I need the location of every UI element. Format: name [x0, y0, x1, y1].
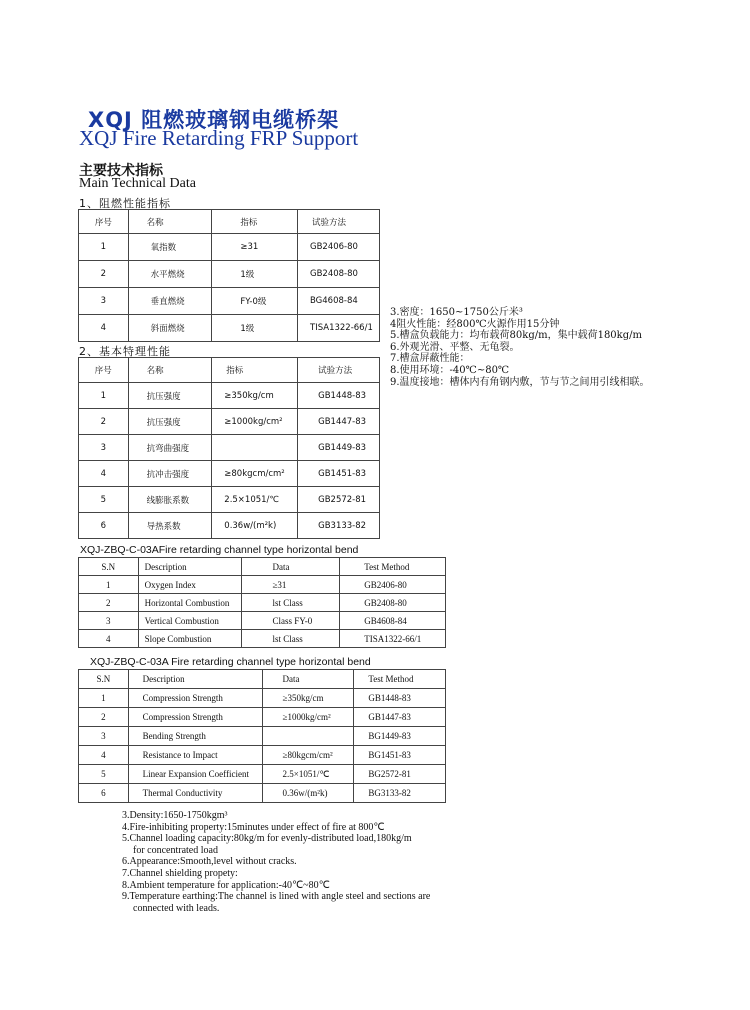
table-cell: ≥31	[242, 576, 340, 594]
table-cell: ≥80kgcm/cm²	[212, 461, 298, 487]
table-cell: 斜面燃烧	[128, 315, 212, 342]
table-cell: 抗压强度	[128, 409, 212, 435]
table1-heading: 1、阻燃性能指标	[79, 197, 171, 210]
table-cell: 线膨胀系数	[128, 487, 212, 513]
fire-retarding-table-en	[78, 557, 446, 648]
table-cell: Bending Strength	[128, 727, 262, 746]
table-row	[79, 383, 380, 409]
table-row	[79, 784, 446, 803]
table-cell: 3	[79, 435, 129, 461]
table-cell: 4	[79, 630, 139, 648]
table-row	[79, 288, 380, 315]
note-line: 3.Density:1650-1750kgm³	[122, 810, 228, 821]
table-row	[79, 689, 446, 708]
table-cell: 抗弯曲强度	[128, 435, 212, 461]
table-row	[79, 708, 446, 727]
table-header: S.N	[79, 670, 129, 689]
table-header: 序号	[79, 210, 129, 234]
table-cell: BG3133-82	[354, 784, 446, 803]
table-cell: 抗冲击强度	[128, 461, 212, 487]
table-cell: GB1448-83	[354, 689, 446, 708]
table-cell: GB1449-83	[298, 435, 380, 461]
table-cell: 1	[79, 576, 139, 594]
table-cell: ≥80kgcm/cm²	[262, 746, 354, 765]
table-header: 指标	[212, 210, 298, 234]
table-cell: Resistance to Impact	[128, 746, 262, 765]
table-cell: Compression Strength	[128, 708, 262, 727]
table-cell: 2	[79, 708, 129, 727]
table-row	[79, 409, 380, 435]
table-cell: Slope Combustion	[138, 630, 242, 648]
table-row	[79, 612, 446, 630]
table-cell: lst Class	[242, 630, 340, 648]
table-cell: FY-0级	[212, 288, 298, 315]
table-cell: 0.36w/(m²k)	[262, 784, 354, 803]
table-cell: ≥350kg/cm	[262, 689, 354, 708]
table-cell	[262, 727, 354, 746]
table-cell: GB1447-83	[298, 409, 380, 435]
table-cell: GB2572-81	[298, 487, 380, 513]
table-cell: 水平燃烧	[128, 261, 212, 288]
table-cell: 2.5×1051/℃	[262, 765, 354, 784]
title-english: XQJ Fire Retarding FRP Support	[79, 126, 359, 150]
table2-heading: 2、基本特理性能	[79, 345, 171, 358]
table-cell: 导热系数	[128, 513, 212, 539]
table-cell: 垂直燃烧	[128, 288, 212, 315]
table-cell: GB1447-83	[354, 708, 446, 727]
note-line: 4.Fire-inhibiting property:15minutes under effect of fire at 800℃	[122, 821, 385, 833]
table-row	[79, 630, 446, 648]
table-row	[79, 315, 380, 342]
table-cell: TISA1322-66/1	[340, 630, 446, 648]
table-cell: GB3133-82	[298, 513, 380, 539]
note-line: for concentrated load	[133, 844, 218, 856]
table-row	[79, 746, 446, 765]
table-row	[79, 435, 380, 461]
notes-english	[122, 810, 430, 914]
note-line: 8.使用环境：-40℃~80℃	[390, 364, 510, 376]
table-cell: 5	[79, 487, 129, 513]
note-line: 6.Appearance:Smooth,level without cracks.	[122, 856, 297, 868]
physical-properties-table-cn	[78, 357, 380, 539]
note-line: 6.外观光滑、平整、无龟裂。	[390, 341, 520, 353]
table-cell: Horizontal Combustion	[138, 594, 242, 612]
table-cell: Vertical Combustion	[138, 612, 242, 630]
table-cell: 0.36w/(m²k)	[212, 513, 298, 539]
table-row	[79, 513, 380, 539]
table-cell: GB1451-83	[298, 461, 380, 487]
table-cell: BG1449-83	[354, 727, 446, 746]
table-cell: 2	[79, 409, 129, 435]
table-cell: 2.5×1051/℃	[212, 487, 298, 513]
table-cell: 抗压强度	[128, 383, 212, 409]
table-row	[79, 487, 380, 513]
table-header: Test Method	[354, 670, 446, 689]
table-cell: BG4608-84	[298, 288, 380, 315]
title-chinese: XQJ 阻燃玻璃钢电缆桥架	[88, 108, 340, 132]
table-header: 名称	[128, 358, 212, 383]
table-cell: Compression Strength	[128, 689, 262, 708]
section-heading-chinese: 主要技术指标	[79, 163, 163, 179]
note-line: 5.Channel loading capacity:80kg/m for evenly-distributed load,180kg/m	[122, 833, 412, 845]
table-cell: 2	[79, 594, 139, 612]
table-row	[79, 461, 380, 487]
table-header: 试验方法	[298, 358, 380, 383]
table-cell: GB2408-80	[298, 261, 380, 288]
table-cell: 4	[79, 461, 129, 487]
table-cell: 4	[79, 746, 129, 765]
table-cell: TISA1322-66/1	[298, 315, 380, 342]
table3-caption: XQJ-ZBQ-C-03AFire retarding channel type horizontal bend	[80, 544, 359, 556]
table-cell: lst Class	[242, 594, 340, 612]
note-line: 3.密度：1650~1750公斤米³	[390, 307, 523, 318]
table-row	[79, 234, 380, 261]
table-row	[79, 727, 446, 746]
table-cell: 3	[79, 612, 139, 630]
fire-retarding-table-cn	[78, 209, 380, 342]
table-header: 指标	[212, 358, 298, 383]
note-line: 4阻火性能：经800℃火源作用15分钟	[390, 318, 560, 330]
table-row	[79, 576, 446, 594]
table-cell: 氧指数	[128, 234, 212, 261]
table-cell: BG1451-83	[354, 746, 446, 765]
table-cell: Oxygen Index	[138, 576, 242, 594]
table-header: Data	[242, 558, 340, 576]
table-row	[79, 594, 446, 612]
table-cell	[212, 435, 298, 461]
table-cell: 4	[79, 315, 129, 342]
table-cell: GB1448-83	[298, 383, 380, 409]
table-cell: 5	[79, 765, 129, 784]
table-cell: 6	[79, 513, 129, 539]
table4-caption: XQJ-ZBQ-C-03A Fire retarding channel type horizontal bend	[90, 656, 371, 668]
table-cell: 6	[79, 784, 129, 803]
table-cell: GB2408-80	[340, 594, 446, 612]
table-header: Description	[138, 558, 242, 576]
notes-chinese	[390, 307, 650, 388]
table-cell: Thermal Conductivity	[128, 784, 262, 803]
table-cell: Linear Expansion Coefficient	[128, 765, 262, 784]
table-cell: ≥1000kg/cm²	[212, 409, 298, 435]
table-cell: 2	[79, 261, 129, 288]
table-cell: 1级	[212, 261, 298, 288]
table-cell: GB4608-84	[340, 612, 446, 630]
table-cell: ≥1000kg/cm²	[262, 708, 354, 727]
note-line: 7.槽盒屏蔽性能：	[390, 353, 470, 365]
table-header: Description	[128, 670, 262, 689]
table-header: Test Method	[340, 558, 446, 576]
table-header: 名称	[128, 210, 212, 234]
table-cell: 1	[79, 689, 129, 708]
table-cell: ≥350kg/cm	[212, 383, 298, 409]
table-header: S.N	[79, 558, 139, 576]
note-line: 9.Temperature earthing:The channel is lined with angle steel and sections are	[122, 891, 431, 903]
note-line: 9.温度接地：槽体内有角钢内敷，节与节之间用引线相联。	[390, 376, 650, 388]
table-cell: 1级	[212, 315, 298, 342]
table-cell: GB2406-80	[298, 234, 380, 261]
section-heading-english: Main Technical Data	[79, 176, 196, 191]
note-line: connected with leads.	[133, 902, 220, 914]
note-line: 7.Channel shielding propety:	[122, 867, 238, 879]
note-line: 5.槽盒负载能力：均布载荷80kg/m，集中载荷180kg/m	[390, 330, 642, 342]
table-cell: 1	[79, 234, 129, 261]
table-header: Data	[262, 670, 354, 689]
table-cell: 1	[79, 383, 129, 409]
physical-properties-table-en	[78, 669, 446, 803]
table-row	[79, 261, 380, 288]
table-header: 试验方法	[298, 210, 380, 234]
table-cell: 3	[79, 727, 129, 746]
table-cell: ≥31	[212, 234, 298, 261]
table-cell: GB2406-80	[340, 576, 446, 594]
table-cell: BG2572-81	[354, 765, 446, 784]
note-line: 8.Ambient temperature for application:-40℃~80℃	[122, 879, 330, 891]
table-cell: Class FY-0	[242, 612, 340, 630]
table-header: 序号	[79, 358, 129, 383]
table-row	[79, 765, 446, 784]
table-cell: 3	[79, 288, 129, 315]
